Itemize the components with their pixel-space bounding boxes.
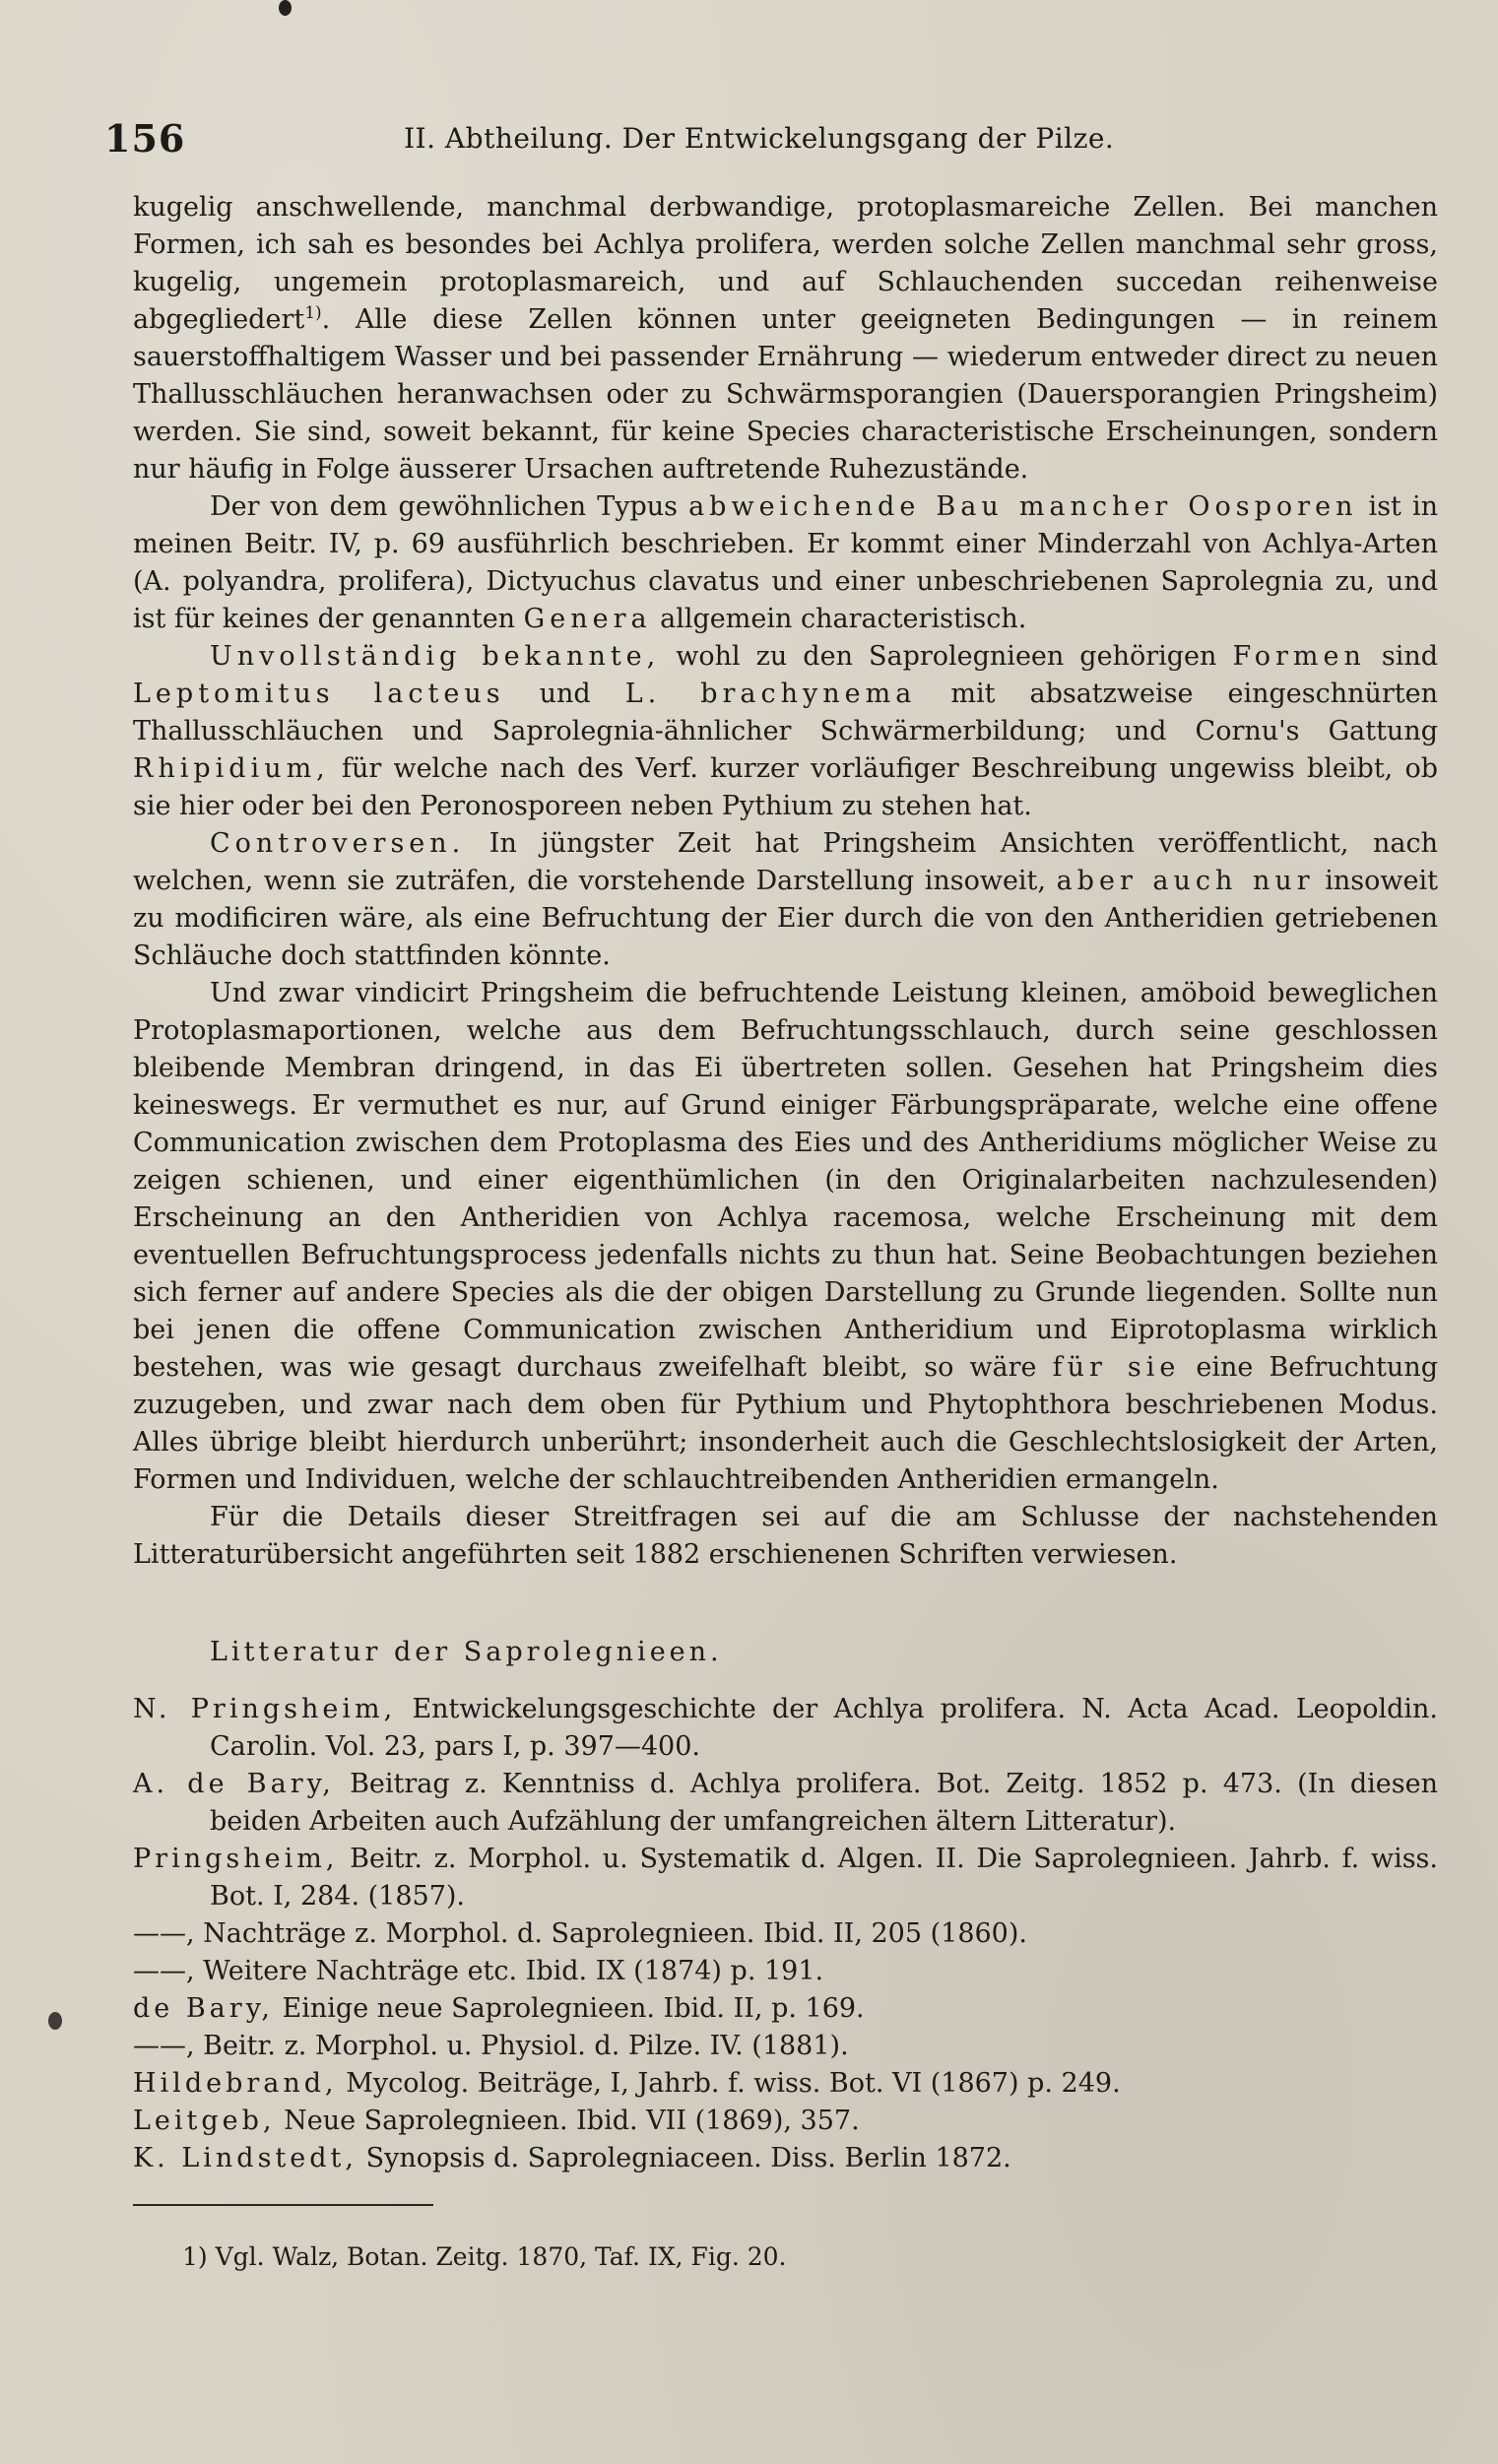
reference-author: ——, bbox=[133, 1956, 195, 1986]
page-header bbox=[98, 116, 1408, 175]
paragraph-3-spaced-3: Leptomitus lacteus bbox=[133, 679, 505, 709]
paragraph-2-text-a: Der von dem gewöhnlichen Typus bbox=[210, 491, 689, 522]
reference-item bbox=[133, 1766, 1438, 1841]
reference-item bbox=[133, 1691, 1438, 1766]
paragraph-3 bbox=[133, 638, 1438, 825]
paragraph-5-text-b: eine Befruchtung zuzugeben, und zwar nach dem oben für Pythium und Phytophthora beschriebenen Modus. Alles übrige bleibt hierdurch unberührt; insonderheit auch die Geschlechtslosigkeit der Arten, Formen und Individuen, welche der schlauchtreibenden Antheridien ermangeln. bbox=[133, 1352, 1438, 1495]
reference-item bbox=[133, 2103, 1438, 2140]
paragraph-2-text-b: ist in meinen Beitr. IV, p. 69 ausführlich beschrieben. Er kommt einer Minderzahl von Achlya-Arten (A. polyandra, prolifera), Dictyuchus clavatus und einer unbeschriebenen Saprolegnia zu, und ist für keines der genannten bbox=[133, 491, 1439, 634]
footnote-marker: 1) bbox=[182, 2242, 208, 2271]
reference-author: K. Lindstedt, bbox=[133, 2143, 358, 2173]
paragraph-1-rest: . Alle diese Zellen können unter geeigneten Bedingungen — in reinem sauerstoffhaltigem Wasser und bei passender Ernährung — wiederum entweder direct zu neuen Thallusschläuchen heranwachsen oder zu Schwärmsporangien (Dauersporangien Pringsheim) werden. Sie sind, soweit bekannt, für keine Species characteristische Erscheinungen, sondern nur häufig in Folge äusserer Ursachen auftretende Ruhezustände. bbox=[133, 304, 1438, 485]
paragraph-2-spaced-2: Genera bbox=[523, 604, 652, 634]
reference-item bbox=[133, 2028, 1438, 2065]
reference-item bbox=[133, 1990, 1438, 2028]
paragraph-5-text-a: Und zwar vindicirt Pringsheim die befruchtende Leistung kleinen, amöboid beweglichen Protoplasmaportionen, welche aus dem Befruchtungsschlauch, durch seine geschlossen bleibende Membran dringend, in das Ei übertreten sollen. Gesehen hat Pringsheim dies keineswegs. Er vermuthet es nur, auf Grund einiger Färbungspräparate, welche eine offene Communication zwischen dem Protoplasma des Eies und des Antheridiums möglicher Weise zu zeigen schienen, und einer eigenthümlichen (in den Originalarbeiten nachzulesenden) Erscheinung an den Antheridien von Achlya racemosa, welche Erscheinung mit dem eventuellen Befruchtungsprocess jedenfalls nichts zu thun hat. Seine Beobachtungen beziehen sich ferner auf andere Species als die der obigen Darstellung zu Grunde liegenden. Sollte nun bei jenen die offene Communication zwischen Antheridium und Eiprotoplasma wirklich bestehen, was wie gesagt durchaus zweifelhaft bleibt, so wäre bbox=[133, 978, 1438, 1383]
paragraph-4-text-a: In jüngster Zeit hat Pringsheim Ansichten veröffentlicht, nach welchen, wenn sie zuträfen, die vorstehende Darstellung insoweit, bbox=[133, 828, 1438, 896]
paragraph-5-spaced: für sie bbox=[1052, 1352, 1181, 1383]
reference-text: Entwickelungsgeschichte der Achlya prolifera. N. Acta Acad. Leopoldin. Carolin. Vol. 23, pars I, p. 397—400. bbox=[210, 1694, 1438, 1762]
footnote-ref: 1) bbox=[304, 303, 322, 323]
paragraph-4 bbox=[133, 825, 1438, 975]
reference-author: Hildebrand, bbox=[133, 2068, 338, 2099]
reference-author: Leitgeb, bbox=[133, 2106, 276, 2136]
reference-author: de Bary, bbox=[133, 1993, 274, 2024]
paragraph-3-spaced-2: Formen bbox=[1232, 641, 1366, 672]
paragraph-4-text-b: insoweit zu modificiren wäre, als eine Befruchtung der Eier durch die von den Antheridien getriebenen Schläuche doch stattfinden könnte. bbox=[133, 866, 1438, 971]
paragraph-3-text-d: mit absatzweise eingeschnürten Thallusschläuchen und Saprolegnia-ähnlicher Schwärmerbildung; und Cornu's Gattung bbox=[133, 679, 1438, 746]
reference-item bbox=[133, 2140, 1438, 2177]
running-head: II. Abtheilung. Der Entwickelungsgang der Pilze. bbox=[404, 122, 1115, 155]
paragraph-4-spaced-2: aber auch nur bbox=[1056, 866, 1315, 896]
paragraph-4-spaced-1: Controversen. bbox=[210, 828, 466, 859]
reference-author: Pringsheim, bbox=[133, 1844, 339, 1874]
reference-text: Beitrag z. Kenntniss d. Achlya prolifera. Bot. Zeitg. 1852 p. 473. (In diesen beiden Arbeiten auch Aufzählung der umfangreichen ältern Litteratur). bbox=[210, 1769, 1438, 1837]
reference-item bbox=[133, 1915, 1438, 1953]
paragraph-1-text: kugelig anschwellende, manchmal derbwandige, protoplasmareiche Zellen. Bei manchen Formen, ich sah es besondes bei Achlya prolifera, werden solche Zellen manchmal sehr gross, kugelig, ungemein protoplasmareich, und auf Schlauchenden succedan reihenweise abgegliedert bbox=[133, 192, 1438, 335]
paragraph-3-spaced-1: Unvollständig bekannte, bbox=[210, 641, 661, 672]
ink-speck-left bbox=[48, 2012, 62, 2030]
paragraph-3-text-c: und bbox=[504, 679, 625, 709]
paragraph-1 bbox=[133, 189, 1438, 488]
page-number: 156 bbox=[104, 116, 186, 161]
paragraph-6: Für die Details dieser Streitfragen sei auf die am Schlusse der nachstehenden Litteraturübersicht angeführten seit 1882 erschienenen Schriften verwiesen. bbox=[133, 1502, 1438, 1570]
paragraph-2-spaced: abweichende Bau mancher Oosporen bbox=[688, 491, 1358, 522]
reference-text: Beitr. z. Morphol. u. Systematik d. Algen. II. Die Saprolegnieen. Jahrb. f. wiss. Bot. I, 284. (1857). bbox=[210, 1844, 1438, 1912]
reference-item bbox=[133, 1953, 1438, 1990]
reference-item bbox=[133, 1841, 1438, 1915]
footnote-divider bbox=[133, 2204, 433, 2206]
paragraph-2-text-c: allgemein characteristisch. bbox=[651, 604, 1027, 634]
reference-text: Mycolog. Beiträge, I, Jahrb. f. wiss. Bot. VI (1867) p. 249. bbox=[337, 2068, 1121, 2099]
footnote-text: Vgl. Walz, Botan. Zeitg. 1870, Taf. IX, Fig. 20. bbox=[207, 2242, 787, 2271]
literature-heading: Litteratur der Saprolegnieen. bbox=[210, 1637, 723, 1667]
body-text bbox=[133, 189, 1438, 1574]
reference-author: ——, bbox=[133, 2031, 195, 2061]
reference-text: Einige neue Saprolegnieen. Ibid. II, p. 169. bbox=[273, 1993, 865, 2024]
paragraph-3-text-a: wohl zu den Saprolegnieen gehörigen bbox=[660, 641, 1233, 672]
reference-author: ——, bbox=[133, 1918, 195, 1949]
paragraph-3-text-e: für welche nach des Verf. kurzer vorläufiger Beschreibung ungewiss bleibt, ob sie hier oder bei den Peronosporeen neben Pythium zu stehen hat. bbox=[133, 753, 1438, 821]
paragraph-5 bbox=[133, 975, 1438, 1499]
reference-text: Nachträge z. Morphol. d. Saprolegnieen. Ibid. II, 205 (1860). bbox=[194, 1918, 1027, 1949]
ink-speck-top bbox=[279, 0, 292, 16]
paragraph-3-spaced-4: L. brachynema bbox=[624, 679, 917, 709]
paragraph-3-text-b: sind bbox=[1365, 641, 1439, 672]
reference-text: Beitr. z. Morphol. u. Physiol. d. Pilze. IV. (1881). bbox=[194, 2031, 849, 2061]
reference-text: Weitere Nachträge etc. Ibid. IX (1874) p. 191. bbox=[194, 1956, 824, 1986]
reference-text: Neue Saprolegnieen. Ibid. VII (1869), 357. bbox=[275, 2106, 860, 2136]
reference-item bbox=[133, 2065, 1438, 2103]
reference-list bbox=[133, 1691, 1438, 2177]
footnote bbox=[182, 2242, 787, 2271]
reference-author: A. de Bary, bbox=[133, 1769, 335, 1799]
reference-author: N. Pringsheim, bbox=[133, 1694, 397, 1724]
paragraph-2 bbox=[133, 488, 1438, 638]
paragraph-3-spaced-5: Rhipidium, bbox=[133, 753, 330, 784]
reference-text: Synopsis d. Saprolegniaceen. Diss. Berlin 1872. bbox=[357, 2143, 1011, 2173]
